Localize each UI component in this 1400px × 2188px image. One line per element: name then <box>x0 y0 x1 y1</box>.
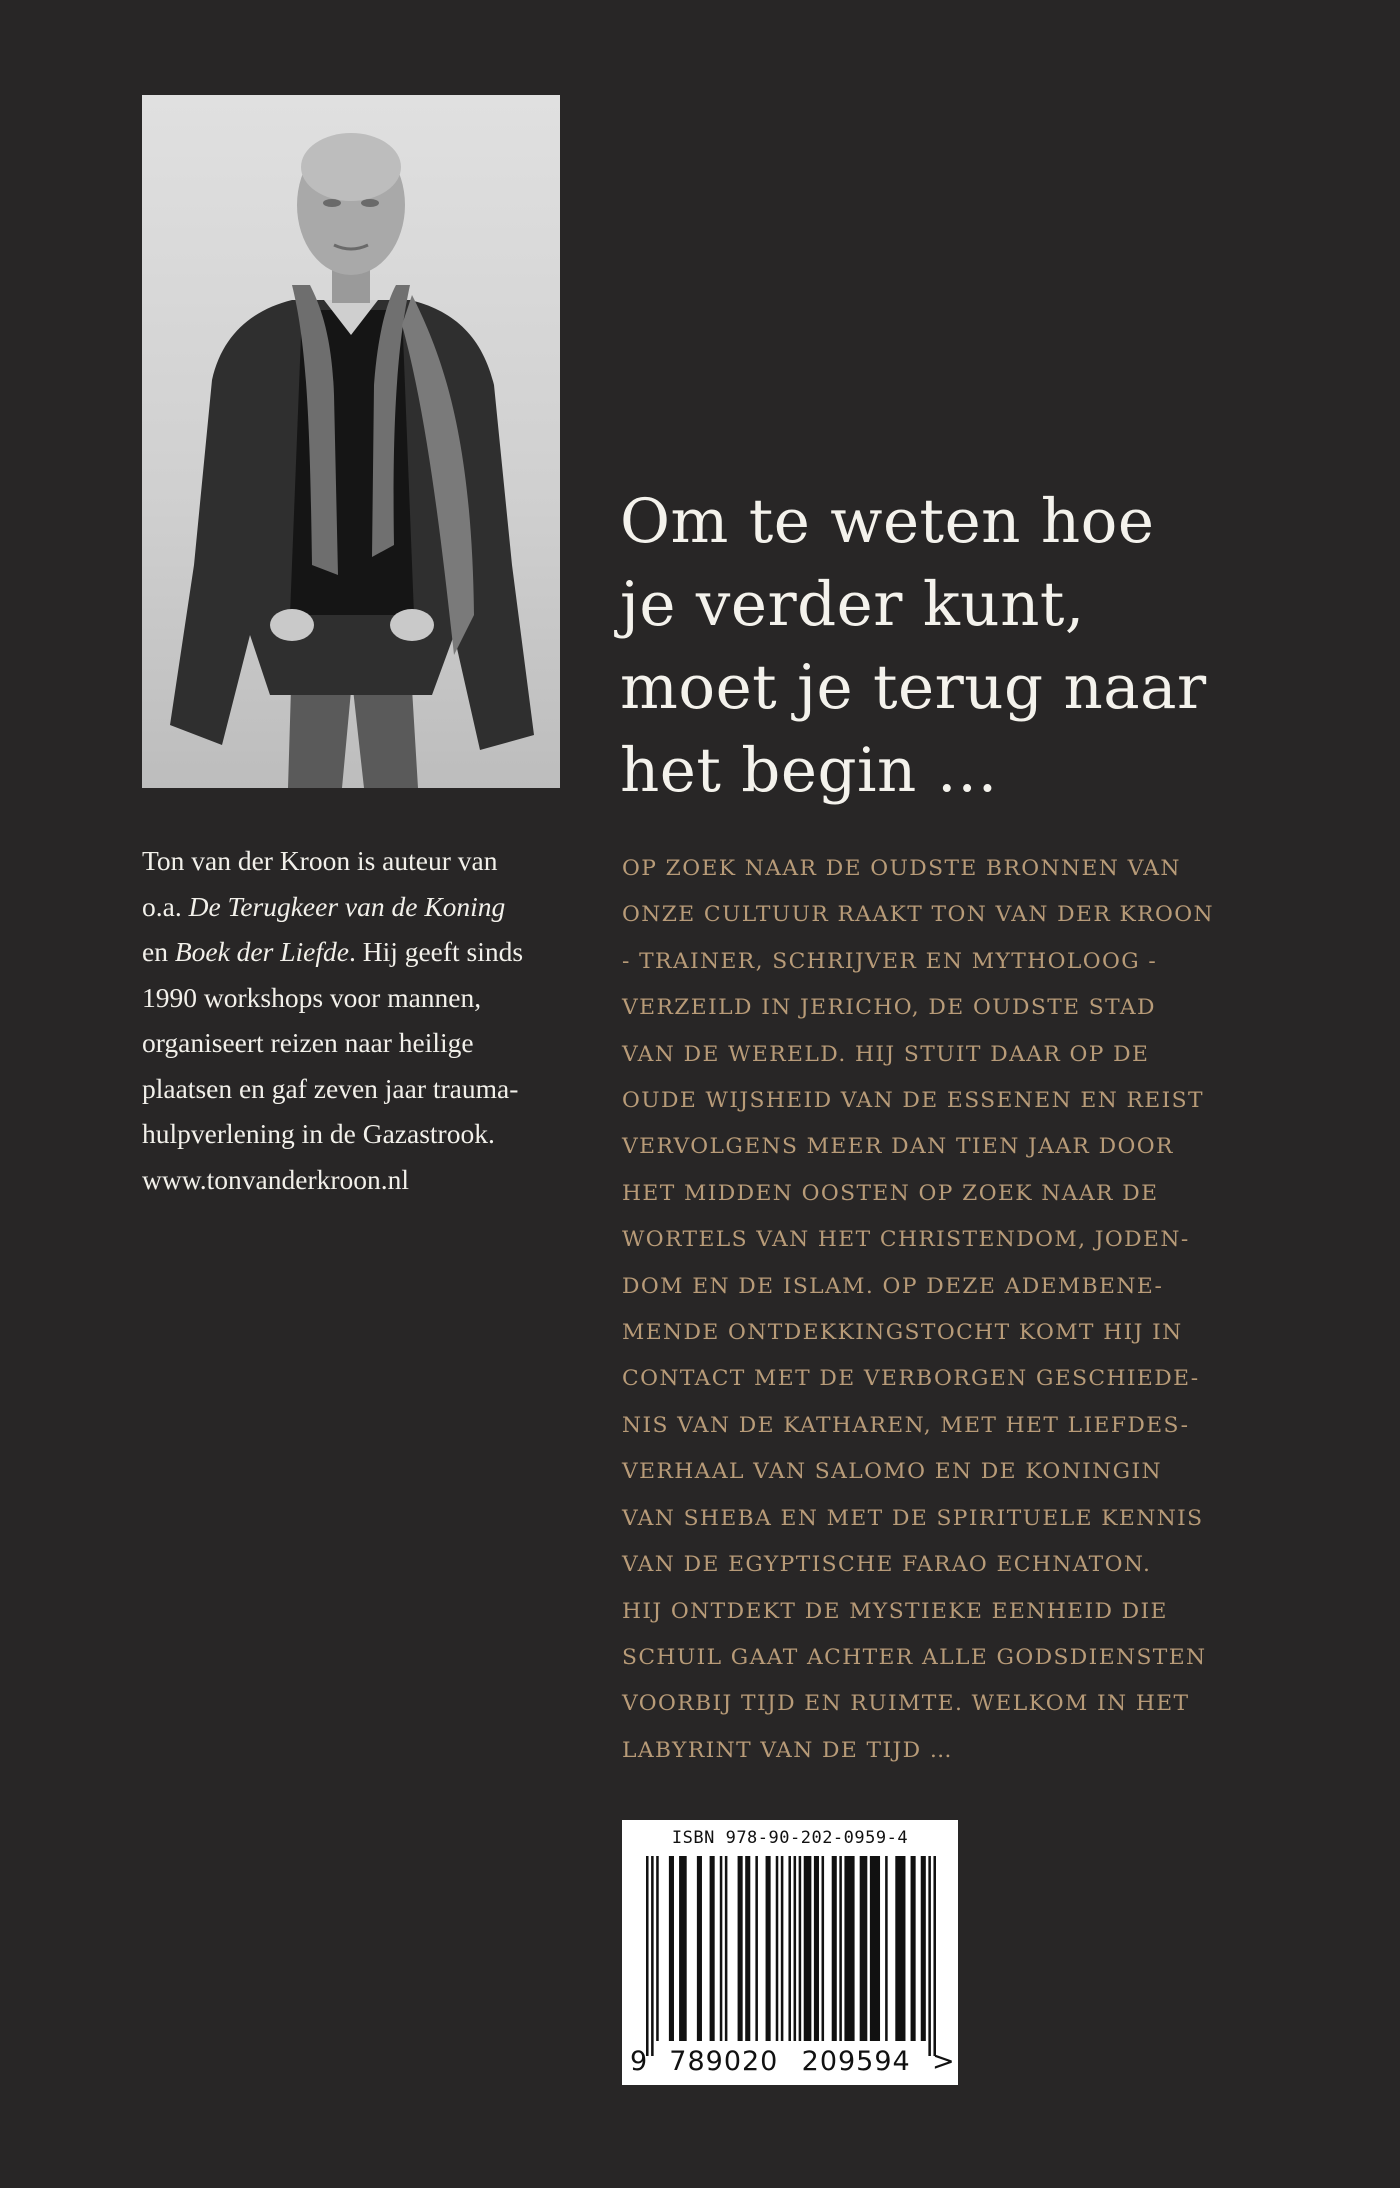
barcode-first-digit: 9 <box>630 2046 649 2077</box>
barcode-bar <box>766 1856 771 2041</box>
barcode-bar <box>776 1856 779 2041</box>
bio-line <box>142 838 572 884</box>
barcode-bar <box>839 1856 842 2041</box>
blurb-line: WORTELS VAN HET CHRISTENDOM, JODEN- <box>622 1227 1190 1253</box>
bio-line <box>142 1111 572 1157</box>
barcode-bar <box>781 1856 784 2041</box>
blurb-line: VERHAAL VAN SALOMO EN DE KONINGIN <box>622 1459 1162 1485</box>
bio-text: . Hij geeft sinds <box>348 936 524 967</box>
bio-line <box>142 1020 572 1066</box>
bio-text: hulpverlening in de Gazastrook. <box>142 1118 495 1149</box>
bio-text: o.a. <box>142 890 189 922</box>
barcode-bar <box>885 1856 888 2041</box>
author-photo-illustration <box>142 95 560 788</box>
bio-text: Ton van der Kroon is auteur van <box>142 845 498 876</box>
barcode-bar <box>669 1856 674 2041</box>
barcode-bar <box>794 1856 797 2041</box>
author-photo <box>142 95 560 788</box>
tagline-line: je verder kunt, <box>620 569 1085 640</box>
blurb-line: DOM EN DE ISLAM. OP DEZE ADEMBENE- <box>622 1273 1164 1299</box>
tagline <box>620 480 1320 812</box>
barcode-bar <box>720 1856 723 2041</box>
bio-text: plaatsen en gaf zeven jaar trauma- <box>142 1072 519 1104</box>
isbn-barcode <box>622 1820 958 2085</box>
barcode-bar <box>745 1856 750 2041</box>
barcode-bar <box>844 1856 854 2041</box>
blurb-line: CONTACT MET DE VERBORGEN GESCHIEDE- <box>622 1366 1200 1392</box>
barcode-bar <box>738 1856 743 2041</box>
barcode-bar <box>697 1856 702 2041</box>
barcode-bar <box>860 1856 868 2041</box>
blurb-line: HIJ ONTDEKT DE MYSTIEKE EENHEID DIE <box>622 1598 1168 1624</box>
barcode-bar <box>928 1856 931 2056</box>
barcode-bar <box>895 1856 905 2041</box>
bio-line <box>142 975 572 1021</box>
author-bio <box>142 838 572 1202</box>
blurb-line: OUDE WIJSHEID VAN DE ESSENEN EN REIST <box>622 1088 1204 1114</box>
tagline-line: het begin … <box>620 735 999 806</box>
barcode-bar <box>725 1856 728 2041</box>
isbn-label: ISBN 978-90-202-0959-4 <box>671 1828 909 1848</box>
barcode-bar <box>814 1856 819 2041</box>
bio-text: en <box>142 936 175 967</box>
barcode-bars <box>646 1856 936 2056</box>
barcode-bar <box>933 1856 936 2056</box>
back-cover-blurb <box>622 846 1262 1774</box>
barcode-bar <box>710 1856 715 2041</box>
bio-line <box>142 884 572 930</box>
blurb-line: VAN SHEBA EN MET DE SPIRITUELE KENNIS <box>622 1505 1204 1531</box>
barcode-digit-group: 789020 <box>669 2046 779 2077</box>
blurb-line: LABYRINT VAN DE TIJD … <box>622 1737 954 1763</box>
blurb-line: MENDE ONTDEKKINGSTOCHT KOMT HIJ IN <box>622 1320 1183 1346</box>
barcode-bar <box>656 1856 659 2041</box>
barcode-digits <box>630 2046 956 2077</box>
barcode-bar <box>822 1856 825 2041</box>
blurb-line: VAN DE EGYPTISCHE FARAO ECHNATON. <box>622 1552 1152 1578</box>
bio-line <box>142 1157 572 1203</box>
blurb-line: VOORBIJ TIJD EN RUIMTE. WELKOM IN HET <box>622 1691 1190 1717</box>
barcode-digit-group: 209594 <box>801 2046 911 2077</box>
bio-line <box>142 929 572 975</box>
blurb-line: VERVOLGENS MEER DAN TIEN JAAR DOOR <box>622 1134 1174 1160</box>
book-title: Boek der Liefde <box>174 936 349 967</box>
tagline-line: moet je terug naar <box>620 652 1207 723</box>
blurb-line: HET MIDDEN OOSTEN OP ZOEK NAAR DE <box>622 1180 1159 1206</box>
barcode-bar <box>911 1856 916 2041</box>
barcode-bar <box>921 1856 926 2041</box>
barcode-bar <box>679 1856 687 2041</box>
barcode-bar <box>646 1856 649 2056</box>
barcode-bar <box>755 1856 758 2041</box>
book-title: De Terugkeer van de Koning <box>188 890 506 922</box>
tagline-line: Om te weten hoe <box>620 486 1155 557</box>
blurb-line: VAN DE WERELD. HIJ STUIT DAAR OP DE <box>622 1041 1150 1067</box>
barcode-bar <box>870 1856 880 2041</box>
barcode-bar <box>804 1856 812 2041</box>
blurb-line: OP ZOEK NAAR DE OUDSTE BRONNEN VAN <box>622 856 1181 881</box>
blurb-line: - TRAINER, SCHRIJVER EN MYTHOLOOG - <box>622 948 1158 974</box>
barcode-bar <box>651 1856 654 2056</box>
barcode-bar <box>788 1856 791 2041</box>
bio-line <box>142 1066 572 1112</box>
blurb-line: SCHUIL GAAT ACHTER ALLE GODSDIENSTEN <box>622 1644 1207 1670</box>
blurb-line: NIS VAN DE KATHAREN, MET HET LIEFDES- <box>622 1412 1190 1438</box>
barcode-bar <box>799 1856 802 2041</box>
barcode-arrow: > <box>932 2046 956 2077</box>
bio-text: organiseert reizen naar heilige <box>142 1027 474 1058</box>
blurb-line: ONZE CULTUUR RAAKT TON VAN DER KROON <box>622 902 1214 928</box>
blurb-line: VERZEILD IN JERICHO, DE OUDSTE STAD <box>622 995 1156 1021</box>
website-url: www.tonvanderkroon.nl <box>142 1163 410 1195</box>
barcode-bar <box>832 1856 837 2041</box>
bio-text: 1990 workshops voor mannen, <box>142 981 482 1013</box>
